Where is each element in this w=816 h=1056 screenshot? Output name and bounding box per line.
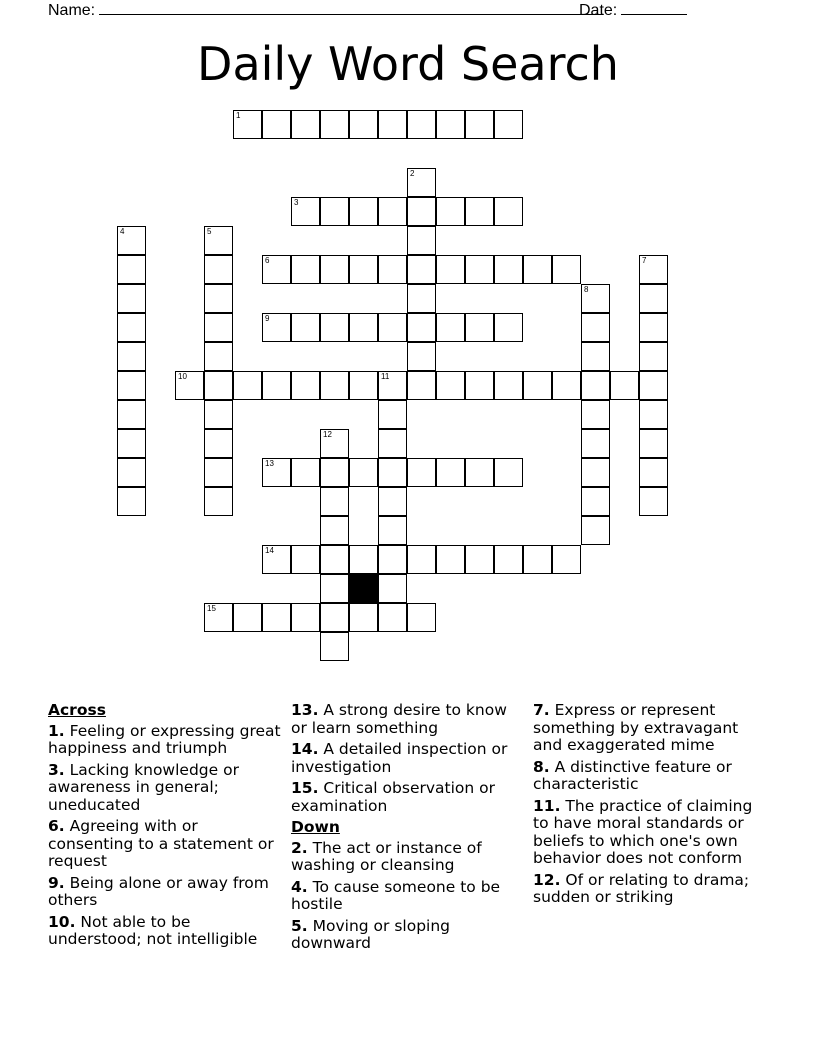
clues-column-3 (533, 702, 769, 911)
grid-cell[interactable] (262, 545, 291, 574)
grid-cell[interactable] (407, 110, 436, 139)
grid-cell[interactable] (262, 110, 291, 139)
name-date-line (48, 0, 607, 20)
grid-cell[interactable] (378, 458, 407, 487)
grid-cell[interactable] (465, 371, 494, 400)
grid-cell[interactable] (320, 313, 349, 342)
grid-cell[interactable] (610, 371, 639, 400)
grid-cell[interactable] (204, 400, 233, 429)
grid-cell[interactable] (320, 197, 349, 226)
grid-cell[interactable] (494, 545, 523, 574)
grid-cell[interactable] (291, 458, 320, 487)
clue-number: 7 (642, 256, 647, 265)
grid-cell[interactable] (117, 255, 146, 284)
clue-across-6: 6. Agreeing with or consenting to a statement or request (48, 817, 274, 870)
grid-cell[interactable] (204, 487, 233, 516)
grid-cell[interactable] (523, 545, 552, 574)
grid-cell[interactable] (465, 458, 494, 487)
grid-cell[interactable] (465, 110, 494, 139)
clue-down-5: 5. Moving or sloping downward (291, 916, 451, 952)
grid-cell[interactable] (320, 110, 349, 139)
grid-cell[interactable] (639, 342, 668, 371)
grid-cell[interactable] (262, 458, 291, 487)
grid-cell[interactable] (117, 429, 146, 458)
grid-cell[interactable] (494, 197, 523, 226)
grid-cell[interactable] (378, 400, 407, 429)
clues-column-2 (291, 702, 527, 957)
clue-down-11: 11. The practice of claiming to have moral standards or beliefs to which one's own behavior does not conform (533, 796, 753, 867)
clue-down-8: 8. A distinctive feature or characteristic (533, 757, 732, 793)
blocked-cell (349, 574, 378, 603)
grid-cell[interactable] (494, 313, 523, 342)
grid-cell[interactable] (204, 255, 233, 284)
grid-cell[interactable] (378, 313, 407, 342)
grid-cell[interactable] (204, 313, 233, 342)
grid-cell[interactable] (494, 255, 523, 284)
clue-number: 11 (381, 372, 390, 381)
grid-cell[interactable] (465, 197, 494, 226)
grid-cell[interactable] (407, 255, 436, 284)
clue-number: 9 (265, 314, 270, 323)
grid-cell[interactable] (320, 487, 349, 516)
grid-cell[interactable] (378, 545, 407, 574)
grid-cell[interactable] (320, 603, 349, 632)
clue-down-4: 4. To cause someone to be hostile (291, 877, 501, 913)
grid-cell[interactable] (204, 458, 233, 487)
grid-cell[interactable] (581, 429, 610, 458)
grid-cell[interactable] (349, 603, 378, 632)
grid-cell[interactable] (320, 516, 349, 545)
grid-cell[interactable] (639, 458, 668, 487)
grid-cell[interactable] (291, 603, 320, 632)
grid-cell[interactable] (639, 487, 668, 516)
date-label: Date: (579, 2, 618, 19)
grid-cell[interactable] (378, 429, 407, 458)
grid-cell[interactable] (407, 458, 436, 487)
grid-cell[interactable] (117, 371, 146, 400)
grid-cell[interactable] (494, 371, 523, 400)
grid-cell[interactable] (262, 313, 291, 342)
down-heading: Down (291, 818, 340, 836)
grid-cell[interactable] (117, 400, 146, 429)
grid-cell[interactable] (581, 458, 610, 487)
clue-number: 15 (207, 604, 216, 613)
grid-cell[interactable] (117, 458, 146, 487)
clues-column-1 (48, 702, 284, 953)
grid-cell[interactable] (639, 371, 668, 400)
grid-cell[interactable] (639, 255, 668, 284)
grid-cell[interactable] (233, 371, 262, 400)
grid-cell[interactable] (639, 284, 668, 313)
grid-cell[interactable] (117, 226, 146, 255)
grid-cell[interactable] (233, 603, 262, 632)
grid-cell[interactable] (320, 371, 349, 400)
grid-cell[interactable] (117, 487, 146, 516)
grid-cell[interactable] (407, 603, 436, 632)
grid-cell[interactable] (436, 110, 465, 139)
grid-cell[interactable] (407, 371, 436, 400)
date-line (579, 0, 687, 20)
clue-number: 14 (265, 546, 274, 555)
grid-cell[interactable] (407, 197, 436, 226)
clue-down-12: 12. Of or relating to drama; sudden or striking (533, 870, 750, 906)
grid-cell[interactable] (639, 400, 668, 429)
grid-cell[interactable] (291, 255, 320, 284)
grid-cell[interactable] (639, 313, 668, 342)
clue-across-15: 15. Critical observation or examination (291, 779, 495, 815)
clue-number: 13 (265, 459, 274, 468)
grid-cell[interactable] (465, 545, 494, 574)
grid-cell[interactable] (204, 429, 233, 458)
grid-cell[interactable] (581, 284, 610, 313)
clue-across-1: 1. Feeling or expressing great happiness and triumph (48, 721, 281, 757)
across-heading: Across (48, 701, 106, 719)
grid-cell[interactable] (436, 458, 465, 487)
grid-cell[interactable] (262, 603, 291, 632)
grid-cell[interactable] (320, 632, 349, 661)
grid-cell[interactable] (233, 110, 262, 139)
grid-cell[interactable] (349, 255, 378, 284)
clue-across-9: 9. Being alone or away from others (48, 873, 269, 909)
grid-cell[interactable] (204, 371, 233, 400)
name-field[interactable] (99, 0, 603, 15)
grid-cell[interactable] (494, 458, 523, 487)
page-title: Daily Word Search (197, 37, 619, 91)
grid-cell[interactable] (320, 574, 349, 603)
grid-cell[interactable] (378, 110, 407, 139)
clue-number: 6 (265, 256, 270, 265)
grid-cell[interactable] (407, 342, 436, 371)
clue-number: 2 (410, 169, 415, 178)
grid-cell[interactable] (291, 371, 320, 400)
grid-cell[interactable] (407, 168, 436, 197)
grid-cell[interactable] (436, 545, 465, 574)
grid-cell[interactable] (436, 255, 465, 284)
grid-cell[interactable] (581, 487, 610, 516)
grid-cell[interactable] (378, 487, 407, 516)
grid-cell[interactable] (465, 255, 494, 284)
grid-cell[interactable] (320, 545, 349, 574)
grid-cell[interactable] (291, 110, 320, 139)
grid-cell[interactable] (262, 371, 291, 400)
clue-number: 10 (178, 372, 187, 381)
name-label: Name: (48, 2, 96, 19)
grid-cell[interactable] (204, 603, 233, 632)
clue-across-14: 14. A detailed inspection or investigation (291, 740, 508, 776)
grid-cell[interactable] (262, 255, 291, 284)
grid-cell[interactable] (407, 313, 436, 342)
grid-cell[interactable] (378, 255, 407, 284)
clue-across-3: 3. Lacking knowledge or awareness in general; uneducated (48, 760, 239, 814)
grid-cell[interactable] (291, 197, 320, 226)
grid-cell[interactable] (117, 313, 146, 342)
date-field[interactable] (621, 0, 687, 15)
grid-cell[interactable] (349, 371, 378, 400)
grid-cell[interactable] (175, 371, 204, 400)
grid-cell[interactable] (320, 458, 349, 487)
grid-cell[interactable] (204, 342, 233, 371)
grid-cell[interactable] (204, 284, 233, 313)
grid-cell[interactable] (552, 255, 581, 284)
grid-cell[interactable] (552, 371, 581, 400)
clue-number: 1 (236, 111, 241, 120)
grid-cell[interactable] (378, 603, 407, 632)
clue-down-7: 7. Express or represent something by extravagant and exaggerated mime (533, 701, 739, 754)
clue-across-10: 10. Not able to be understood; not intelligible (48, 912, 258, 948)
grid-cell[interactable] (407, 284, 436, 313)
grid-cell[interactable] (494, 110, 523, 139)
clue-number: 5 (207, 227, 212, 236)
clue-number: 8 (584, 285, 589, 294)
grid-cell[interactable] (581, 516, 610, 545)
grid-cell[interactable] (291, 313, 320, 342)
grid-cell[interactable] (523, 371, 552, 400)
grid-cell[interactable] (523, 255, 552, 284)
grid-cell[interactable] (581, 342, 610, 371)
grid-cell[interactable] (581, 371, 610, 400)
grid-cell[interactable] (349, 197, 378, 226)
grid-cell[interactable] (320, 255, 349, 284)
clue-number: 4 (120, 227, 125, 236)
grid-cell[interactable] (639, 429, 668, 458)
grid-cell[interactable] (378, 371, 407, 400)
grid-cell[interactable] (436, 313, 465, 342)
grid-cell[interactable] (204, 226, 233, 255)
grid-cell[interactable] (581, 400, 610, 429)
grid-cell[interactable] (117, 284, 146, 313)
grid-cell[interactable] (320, 429, 349, 458)
grid-cell[interactable] (378, 516, 407, 545)
grid-cell[interactable] (465, 313, 494, 342)
grid-cell[interactable] (349, 545, 378, 574)
grid-cell[interactable] (407, 545, 436, 574)
grid-cell[interactable] (552, 545, 581, 574)
clue-number: 3 (294, 198, 299, 207)
grid-cell[interactable] (378, 197, 407, 226)
grid-cell[interactable] (117, 342, 146, 371)
grid-cell[interactable] (291, 545, 320, 574)
grid-cell[interactable] (407, 226, 436, 255)
clue-down-2: 2. The act or instance of washing or cleansing (291, 838, 482, 874)
clue-number: 12 (323, 430, 332, 439)
grid-cell[interactable] (581, 313, 610, 342)
clue-across-13: 13. A strong desire to know or learn something (291, 701, 507, 737)
grid-cell[interactable] (349, 313, 378, 342)
grid-cell[interactable] (436, 197, 465, 226)
grid-cell[interactable] (436, 371, 465, 400)
grid-cell[interactable] (349, 458, 378, 487)
grid-cell[interactable] (378, 574, 407, 603)
grid-cell[interactable] (349, 110, 378, 139)
